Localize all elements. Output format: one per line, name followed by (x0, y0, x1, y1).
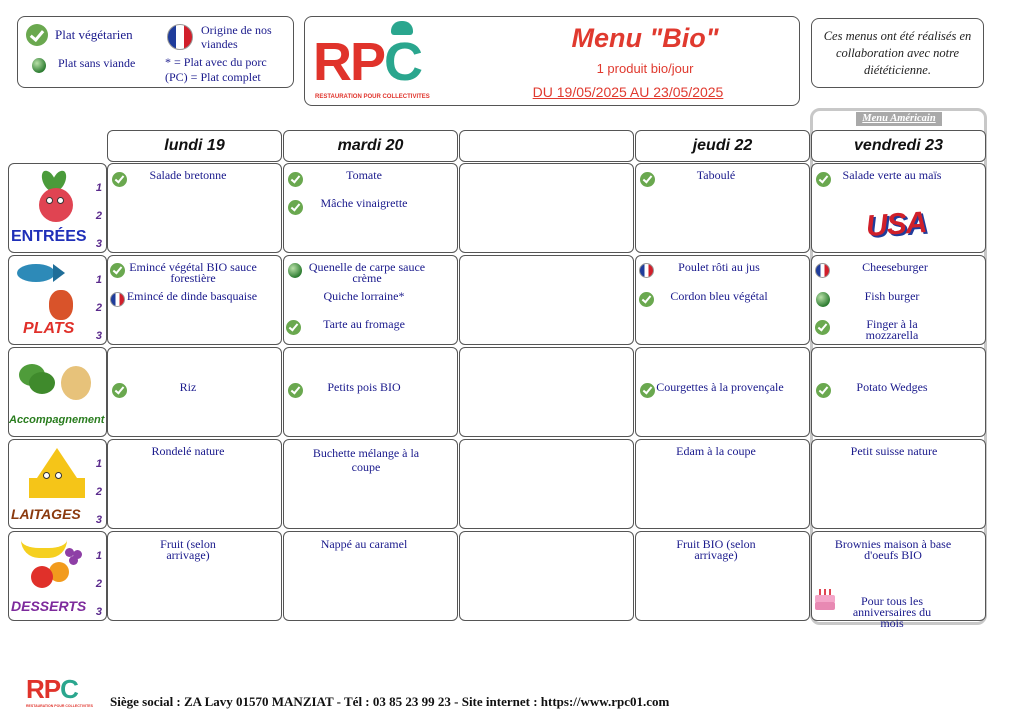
vegetarian-icon (288, 200, 303, 215)
dish-mon-plat-2: Emincé de dinde basquaise (126, 289, 258, 303)
vegetarian-icon (288, 383, 303, 398)
vegetarian-icon (816, 383, 831, 398)
vegetarian-icon (110, 263, 125, 278)
dish-tue-laitage: Buchette mélange à la coupe (312, 446, 420, 474)
meatless-egg-icon (816, 292, 830, 307)
vegetarian-icon (640, 172, 655, 187)
fruits-icon (21, 538, 91, 594)
header-box (304, 16, 800, 106)
meatless-egg-icon (288, 263, 302, 278)
dish-thu-plat-2: Cordon bleu végétal (670, 289, 768, 303)
rpc-logo-tagline: RESTAURATION POUR COLLECTIVITES (315, 94, 430, 100)
vegetarian-icon (288, 172, 303, 187)
vegetarian-icon (639, 292, 654, 307)
dish-tue-dessert: Nappé au caramel (320, 537, 408, 551)
day-header-friday: vendredi 23 (811, 130, 986, 162)
entrees-numbers: 1 2 3 (95, 182, 102, 250)
dish-fri-accomp: Potato Wedges (856, 380, 928, 394)
vegetables-icon (15, 362, 105, 407)
legend-meatless: Plat sans viande (58, 56, 136, 70)
legend-box (17, 16, 294, 88)
entrees-label: ENTRÉES (11, 228, 87, 245)
plats-label: PLATS (23, 320, 75, 337)
dish-tue-entree-1: Tomate (346, 168, 382, 182)
french-flag-icon (639, 263, 654, 278)
legend-complete: (PC) = Plat complet (165, 70, 261, 84)
dish-fri-laitage: Petit suisse nature (850, 444, 938, 458)
menu-subtitle: 1 produit bio/jour (596, 61, 694, 76)
vegetarian-icon (112, 383, 127, 398)
footer-address: Siège social : ZA Lavy 01570 MANZIAT - Tél : 03 85 23 99 23 - Site internet : https://www.rpc01.com (110, 694, 670, 709)
dish-tue-accomp: Petits pois BIO (327, 380, 401, 394)
cheese-icon (23, 448, 93, 508)
cell-wed-plats (459, 255, 634, 345)
dish-fri-dessert: Brownies maison à base d'oeufs BIO (834, 537, 952, 562)
menu-dates: DU 19/05/2025 AU 23/05/2025 (532, 84, 724, 100)
dish-tue-plat-1: Quenelle de carpe sauce crème (308, 260, 426, 285)
dish-thu-accomp: Courgettes à la provençale (656, 380, 784, 394)
laitages-label: LAITAGES (11, 506, 81, 522)
laitages-numbers: 1 2 3 (95, 458, 102, 526)
category-plats (8, 255, 107, 345)
dish-tue-plat-2: Quiche lorraine* (323, 289, 405, 303)
vegetarian-icon (286, 320, 301, 335)
dish-tue-entree-2: Mâche vinaigrette (320, 196, 408, 210)
cell-wed-laitages (459, 439, 634, 529)
cell-wed-desserts (459, 531, 634, 621)
dish-thu-entree-1: Taboulé (696, 168, 736, 182)
birthday-cake-icon (815, 589, 835, 609)
dish-fri-plat-1: Cheeseburger (862, 260, 928, 274)
rpc-logo: RPC (313, 32, 422, 92)
category-accompagnement (8, 347, 107, 437)
cell-wed-accomp (459, 347, 634, 437)
legend-origin: Origine de nos viandes (201, 23, 272, 51)
dish-fri-plat-3: Finger à la mozzarella (865, 317, 919, 342)
meatless-egg-icon (32, 58, 46, 73)
legend-vegetarian: Plat végétarien (55, 27, 133, 42)
fish-and-meat-icon (17, 262, 77, 322)
day-header-tuesday: mardi 20 (283, 130, 458, 162)
plats-numbers: 1 2 3 (95, 274, 102, 342)
category-entrees (8, 163, 107, 253)
cell-wed-entrees (459, 163, 634, 253)
dish-fri-plat-2: Fish burger (864, 289, 920, 303)
footer-rpc-logo: RPC (26, 674, 78, 704)
dish-mon-entree-1: Salade bretonne (149, 168, 227, 182)
vegetarian-leaf-icon (26, 24, 48, 46)
accompagnement-label: Accompagnement (9, 414, 105, 426)
vegetarian-icon (815, 320, 830, 335)
dietitian-note: Ces menus ont été réalisés en collaboration avec notre diététicienne. (811, 18, 984, 88)
day-header-thursday: jeudi 22 (635, 130, 810, 162)
desserts-label: DESSERTS (11, 598, 87, 614)
french-flag-icon (167, 24, 193, 50)
dish-mon-laitage: Rondelé nature (151, 444, 225, 458)
american-menu-label: Menu Américain (856, 112, 942, 126)
usa-flag-text: USA (864, 205, 928, 244)
french-flag-icon (815, 263, 830, 278)
dish-thu-laitage: Edam à la coupe (676, 444, 756, 458)
menu-title: Menu "Bio" (571, 23, 719, 53)
dish-thu-dessert: Fruit BIO (selon arrivage) (676, 537, 756, 562)
vegetarian-icon (112, 172, 127, 187)
dish-mon-plat-1: Emincé végétal BIO sauce forestière (129, 260, 257, 285)
dish-tue-plat-3: Tarte au fromage (323, 317, 405, 331)
dish-mon-dessert: Fruit (selon arrivage) (160, 537, 216, 562)
day-header-monday: lundi 19 (107, 130, 282, 162)
dish-fri-birthday: Pour tous les anniversaires du mois (852, 594, 932, 630)
day-header-wednesday (459, 130, 634, 162)
footer-logo-tagline: RESTAURATION POUR COLLECTIVITES (26, 704, 93, 708)
dish-mon-accomp: Riz (179, 380, 197, 394)
dish-fri-entree-1: Salade verte au maïs (842, 168, 942, 182)
desserts-numbers: 1 2 3 (95, 550, 102, 618)
category-desserts (8, 531, 107, 621)
category-laitages (8, 439, 107, 529)
radish-icon (31, 170, 81, 230)
vegetarian-icon (816, 172, 831, 187)
dish-thu-plat-1: Poulet rôti au jus (678, 260, 760, 274)
legend-pork: * = Plat avec du porc (165, 55, 267, 69)
